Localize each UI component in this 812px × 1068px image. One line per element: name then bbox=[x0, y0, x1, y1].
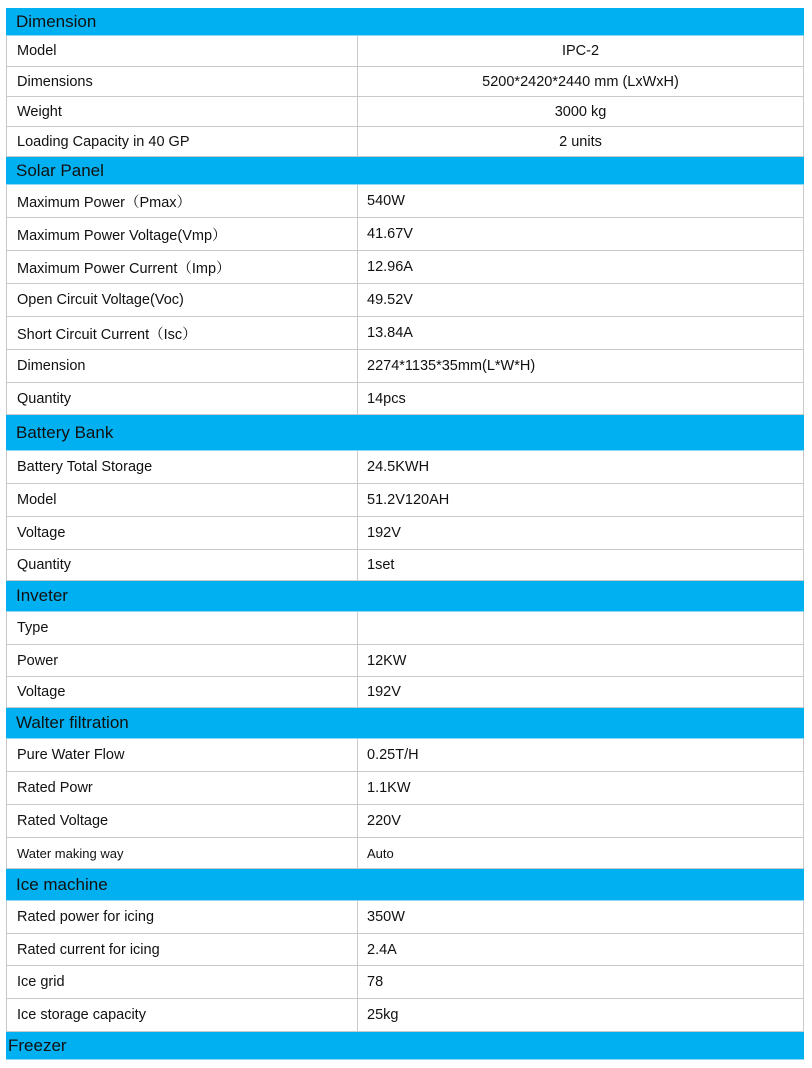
row-label: Pure Water Flow bbox=[6, 739, 358, 771]
section-header: Battery Bank bbox=[6, 415, 804, 451]
table-row bbox=[6, 127, 804, 157]
table-row bbox=[6, 218, 804, 251]
table-row bbox=[6, 97, 804, 127]
row-value: 192V bbox=[358, 517, 804, 549]
spec-table bbox=[6, 8, 804, 1060]
row-label: Quantity bbox=[6, 383, 358, 414]
table-row bbox=[6, 901, 804, 934]
table-row bbox=[6, 934, 804, 966]
row-value: 1set bbox=[358, 550, 804, 580]
row-label: Type bbox=[6, 612, 358, 644]
table-row bbox=[6, 36, 804, 67]
row-label: Rated Powr bbox=[6, 772, 358, 804]
table-row bbox=[6, 484, 804, 517]
table-row bbox=[6, 966, 804, 999]
row-value: 49.52V bbox=[358, 284, 804, 316]
table-row bbox=[6, 739, 804, 772]
row-value: 2274*1135*35mm(L*W*H) bbox=[358, 350, 804, 382]
row-value: 0.25T/H bbox=[358, 739, 804, 771]
table-row bbox=[6, 550, 804, 581]
row-label: Weight bbox=[6, 97, 358, 126]
row-label: Voltage bbox=[6, 677, 358, 707]
table-row bbox=[6, 838, 804, 869]
table-row bbox=[6, 383, 804, 415]
table-row bbox=[6, 284, 804, 317]
row-label: Ice storage capacity bbox=[6, 999, 358, 1031]
table-row bbox=[6, 805, 804, 838]
row-label: Rated current for icing bbox=[6, 934, 358, 965]
row-label: Model bbox=[6, 36, 358, 66]
row-value: 2 units bbox=[358, 127, 804, 156]
row-label: Maximum Power Current（Imp） bbox=[6, 251, 358, 283]
row-label: Voltage bbox=[6, 517, 358, 549]
row-label: Dimensions bbox=[6, 67, 358, 96]
section-header: Ice machine bbox=[6, 869, 804, 901]
table-row bbox=[6, 67, 804, 97]
row-label: Rated power for icing bbox=[6, 901, 358, 933]
row-label: Short Circuit Current（Isc） bbox=[6, 317, 358, 349]
row-label: Rated Voltage bbox=[6, 805, 358, 837]
table-row bbox=[6, 517, 804, 550]
section-header: Freezer bbox=[6, 1032, 804, 1060]
table-row bbox=[6, 999, 804, 1032]
row-value: 1.1KW bbox=[358, 772, 804, 804]
row-value: 12KW bbox=[358, 645, 804, 676]
row-value: 5200*2420*2440 mm (LxWxH) bbox=[358, 67, 804, 96]
table-row bbox=[6, 317, 804, 350]
section-header: Inveter bbox=[6, 581, 804, 612]
row-value: 540W bbox=[358, 185, 804, 217]
row-label: Ice grid bbox=[6, 966, 358, 998]
row-value: 13.84A bbox=[358, 317, 804, 349]
row-label: Battery Total Storage bbox=[6, 451, 358, 483]
section-header: Solar Panel bbox=[6, 157, 804, 185]
row-label: Water making way bbox=[6, 838, 358, 868]
table-row bbox=[6, 677, 804, 708]
row-value: 192V bbox=[358, 677, 804, 707]
row-label: Maximum Power Voltage(Vmp） bbox=[6, 218, 358, 250]
row-value: 220V bbox=[358, 805, 804, 837]
row-value: 3000 kg bbox=[358, 97, 804, 126]
row-value: 2.4A bbox=[358, 934, 804, 965]
row-label: Power bbox=[6, 645, 358, 676]
row-value: Auto bbox=[358, 838, 804, 868]
row-value: 14pcs bbox=[358, 383, 804, 414]
table-row bbox=[6, 772, 804, 805]
row-label: Maximum Power（Pmax） bbox=[6, 185, 358, 217]
row-label: Open Circuit Voltage(Voc) bbox=[6, 284, 358, 316]
row-value: 51.2V120AH bbox=[358, 484, 804, 516]
section-header: Walter filtration bbox=[6, 708, 804, 739]
table-row bbox=[6, 251, 804, 284]
row-value bbox=[358, 612, 804, 644]
table-row bbox=[6, 612, 804, 645]
row-label: Model bbox=[6, 484, 358, 516]
row-label: Dimension bbox=[6, 350, 358, 382]
row-value: 25kg bbox=[358, 999, 804, 1031]
row-value: 350W bbox=[358, 901, 804, 933]
section-header: Dimension bbox=[6, 8, 804, 36]
row-value: 41.67V bbox=[358, 218, 804, 250]
row-label: Quantity bbox=[6, 550, 358, 580]
table-row bbox=[6, 645, 804, 677]
row-value: IPC-2 bbox=[358, 36, 804, 66]
table-row bbox=[6, 185, 804, 218]
row-value: 12.96A bbox=[358, 251, 804, 283]
row-value: 78 bbox=[358, 966, 804, 998]
row-label: Loading Capacity in 40 GP bbox=[6, 127, 358, 156]
row-value: 24.5KWH bbox=[358, 451, 804, 483]
table-row bbox=[6, 350, 804, 383]
table-row bbox=[6, 451, 804, 484]
